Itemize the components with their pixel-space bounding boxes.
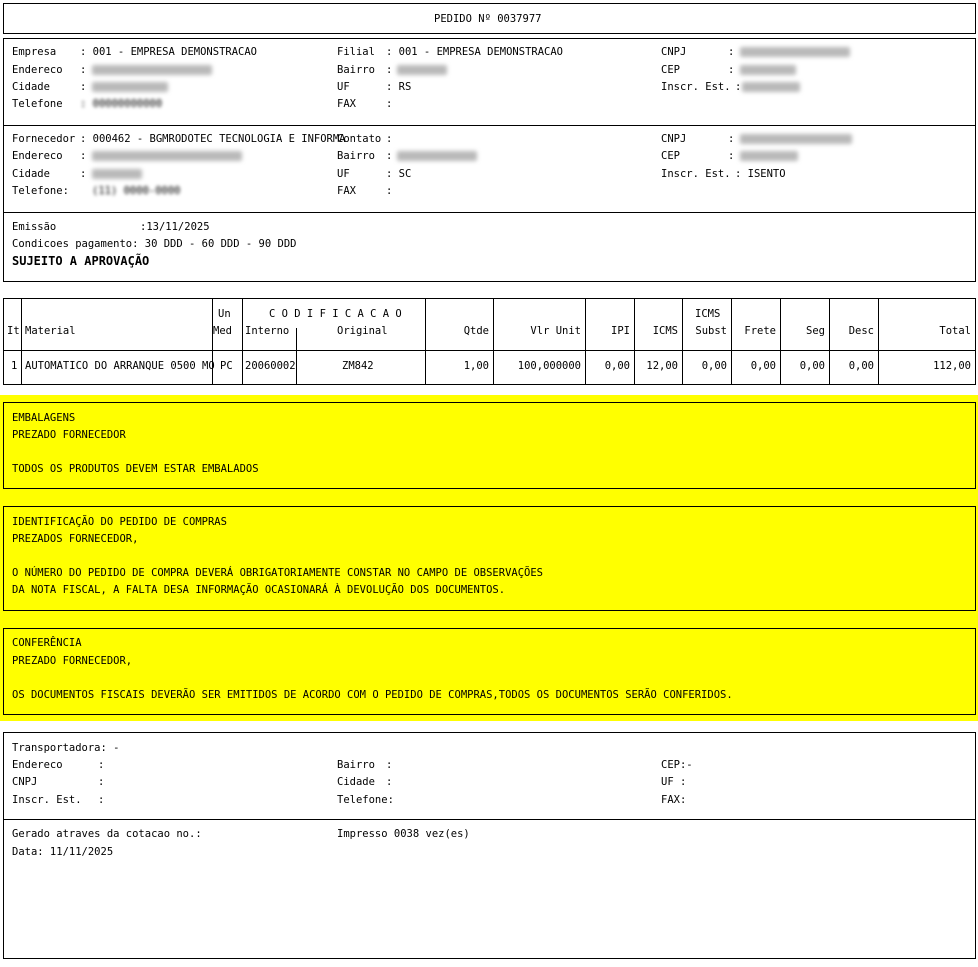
cell-med: PC [220,360,233,372]
fornecedor-telefone-value: (11) 0000-0000 [92,185,181,197]
note-conferencia-text: OS DOCUMENTOS FISCAIS DEVERÃO SER EMITIDOS DE ACORDO COM O PEDIDO DE COMPRAS,TODOS OS DOCUMENTOS SERÃO CONFERIDOS. [12,689,733,701]
empresa-fax-colon: : [386,98,393,110]
transportadora: Transportadora: - [12,742,120,754]
empresa-fax-label: FAX [337,98,356,110]
cell-vlr-unit: 100,000000 [517,360,581,372]
fornecedor-cnpj-colon: : [728,133,735,145]
fornecedor-fax-colon: : [386,185,393,197]
note-identificacao-greeting: PREZADOS FORNECEDOR, [12,533,139,545]
items-table [3,298,976,385]
transp-cidade-label: Cidade [337,776,375,788]
empresa-telefone-value: : 00000000000 [80,98,163,110]
header-ipi: IPI [611,325,630,337]
note-conferencia-title: CONFERÊNCIA [12,637,82,649]
empresa-endereco-colon: : [80,64,87,76]
redacted-fornecedor-cidade [92,169,142,179]
header-interno: Interno [245,325,290,337]
cell-total: 112,00 [933,360,971,372]
header-it: It [7,325,20,337]
fornecedor-endereco-label: Endereco [12,150,63,162]
empresa-telefone-label: Telefone [12,98,63,110]
note-conferencia-greeting: PREZADO FORNECEDOR, [12,655,133,667]
header-icms-top: ICMS [695,308,721,320]
empresa-inscr-label: Inscr. Est. [661,81,731,93]
cell-icms: 12,00 [646,360,678,372]
empresa-cep-label: CEP [661,64,680,76]
note-identificacao-text-2: DA NOTA FISCAL, A FALTA DESA INFORMAÇÃO OCASIONARÁ À DEVOLUÇÃO DOS DOCUMENTOS. [12,584,506,596]
fornecedor-uf-value: : SC [386,168,412,180]
empresa-bairro-label: Bairro [337,64,375,76]
fornecedor-cnpj-label: CNPJ [661,133,687,145]
header-med: Med [213,325,232,337]
note-embalagens-greeting: PREZADO FORNECEDOR [12,429,126,441]
redacted-fornecedor-bairro [397,151,477,161]
emissao-label: Emissão [12,221,57,233]
gerado-cotacao: Gerado atraves da cotacao no.: [12,828,202,840]
header-total: Total [939,325,971,337]
empresa-value: : 001 - EMPRESA DEMONSTRACAO [80,46,258,58]
header-desc: Desc [848,325,874,337]
empresa-cep-colon: : [728,64,735,76]
header-original: Original [337,325,388,337]
fornecedor-inscr-value: : ISENTO [735,168,786,180]
empresa-inscr-colon: : [735,81,742,93]
transp-cidade-colon: : [386,776,393,788]
empresa-uf-label: UF [337,81,350,93]
empresa-cidade-label: Cidade [12,81,50,93]
fornecedor-cep-colon: : [728,150,735,162]
transp-cnpj-label: CNPJ [12,776,38,788]
header-frete: Frete [744,325,776,337]
note-conferencia [3,628,976,715]
transp-endereco-label: Endereco [12,759,63,771]
fornecedor-telefone-label: Telefone: [12,185,69,197]
redacted-fornecedor-endereco [92,151,242,161]
cell-frete: 0,00 [750,360,776,372]
cell-subst: 0,00 [701,360,727,372]
note-identificacao [3,506,976,611]
transp-cep: CEP:- [661,759,693,771]
transp-telefone: Telefone: [337,794,394,806]
note-identificacao-title: IDENTIFICAÇÃO DO PEDIDO DE COMPRAS [12,516,227,528]
header-un: Un [218,308,231,320]
header-seg: Seg [806,325,825,337]
header-qtde: Qtde [463,325,489,337]
transp-endereco-colon: : [98,759,105,771]
empresa-cnpj-colon: : [728,46,735,58]
transp-cnpj-colon: : [98,776,105,788]
redacted-fornecedor-cnpj [740,134,852,144]
redacted-cnpj [740,47,850,57]
title-box [3,3,976,34]
redacted-inscr [742,82,800,92]
transp-bairro-colon: : [386,759,393,771]
note-embalagens-text: TODOS OS PRODUTOS DEVEM ESTAR EMBALADOS [12,463,259,475]
cell-qtde: 1,00 [463,360,489,372]
fornecedor-cidade-label: Cidade [12,168,50,180]
note-embalagens-title: EMBALAGENS [12,412,76,424]
filial-value: : 001 - EMPRESA DEMONSTRACAO [386,46,564,58]
notes-area [0,395,978,721]
empresa-cnpj-label: CNPJ [661,46,687,58]
fornecedor-bairro-colon: : [386,150,393,162]
redacted-endereco [92,65,212,75]
filial-label: Filial [337,46,375,58]
cell-material: AUTOMATICO DO ARRANQUE 0500 MO [25,360,215,372]
emissao-value: :13/11/2025 [140,221,210,233]
transp-inscr-label: Inscr. Est. [12,794,82,806]
fornecedor-label: Fornecedor [12,133,76,145]
redacted-fornecedor-cep [740,151,798,161]
cell-desc: 0,00 [848,360,874,372]
header-icms: ICMS [652,325,678,337]
fornecedor-cidade-colon: : [80,168,87,180]
empresa-bairro-colon: : [386,64,393,76]
cell-it: 1 [11,360,18,372]
redacted-bairro [397,65,447,75]
header-vlr-unit: Vlr Unit [530,325,581,337]
fornecedor-endereco-colon: : [80,150,87,162]
header-codificacao: C O D I F I C A C A O [269,308,402,320]
fornecedor-value: : 000462 - BGMRODOTEC TECNOLOGIA E INFORMA [80,133,346,145]
order-title: PEDIDO Nº 0037977 [434,13,542,25]
fornecedor-inscr-label: Inscr. Est. [661,168,731,180]
fornecedor-uf-label: UF [337,168,350,180]
transp-inscr-colon: : [98,794,105,806]
transportadora-box [3,732,976,959]
note-embalagens [3,402,976,489]
fornecedor-bairro-label: Bairro [337,150,375,162]
impresso-vezes: Impresso 0038 vez(es) [337,828,470,840]
header-subst: Subst [695,325,727,337]
transp-uf: UF : [661,776,687,788]
contato-value: : [386,133,393,145]
cell-seg: 0,00 [799,360,825,372]
fornecedor-cep-label: CEP [661,150,680,162]
header-material: Material [25,325,76,337]
empresa-label: Empresa [12,46,57,58]
cell-interno: 20060002 [245,360,296,372]
transp-bairro-label: Bairro [337,759,375,771]
fornecedor-fax-label: FAX [337,185,356,197]
header-info-box [3,38,976,282]
aprovacao-notice: SUJEITO A APROVAÇÃO [12,254,150,268]
note-identificacao-text-1: O NÚMERO DO PEDIDO DE COMPRA DEVERÁ OBRIGATORIAMENTE CONSTAR NO CAMPO DE OBSERVAÇÕES [12,567,544,579]
empresa-cidade-colon: : [80,81,87,93]
empresa-uf-value: : RS [386,81,412,93]
redacted-cep [740,65,796,75]
condicoes-pagamento: Condicoes pagamento: 30 DDD - 60 DDD - 90 DDD [12,238,297,250]
empresa-endereco-label: Endereco [12,64,63,76]
data-geracao: Data: 11/11/2025 [12,846,114,858]
cell-original: ZM842 [342,360,374,372]
redacted-cidade [92,82,168,92]
contato-label: Contato [337,133,382,145]
transp-fax: FAX: [661,794,687,806]
cell-ipi: 0,00 [604,360,630,372]
